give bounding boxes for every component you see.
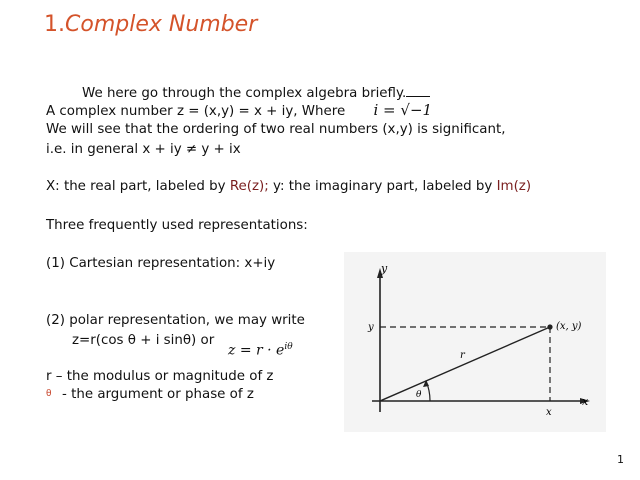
intro-line [82,84,430,101]
modulus-line: r – the modulus or magnitude of z [46,369,274,384]
theta-arc-arrow [423,380,429,387]
exp-base: z = r · e [228,342,285,359]
ordering-line: We will see that the ordering of two real numbers (x,y) is significant, [46,122,506,137]
ie-line: i.e. in general x + iy ≠ y + ix [46,142,241,157]
x-axis-label: x [582,395,589,408]
im-z-label: Im(z) [496,179,532,194]
parts-line [46,179,531,194]
y-tick-label: y [368,322,374,333]
underline-blank [406,84,430,97]
complex-plane-figure [344,252,606,432]
real-part-text: X: the real part, labeled by [46,179,230,194]
title-number: 1. [44,12,65,37]
r-vector [380,327,550,401]
definition-text: A complex number z = (x,y) = x + iy, Where [46,104,346,119]
re-z-label: Re(z); [229,179,269,194]
theta-bullet: θ [46,389,52,399]
point-label: (x, y) [556,321,582,332]
y-axis-label: y [381,262,388,275]
i-definition-math: i = √−1 [373,101,433,119]
representations-line: Three frequently used representations: [46,218,308,233]
theta-label: θ [416,390,422,400]
title-text: Complex Number [65,12,258,37]
cartesian-line: (1) Cartesian representation: x+iy [46,256,276,271]
argument-line: - the argument or phase of z [62,387,254,402]
exp-exponent: iθ [284,342,293,352]
polar-line: (2) polar representation, we may write [46,313,305,328]
page-number: 1 [617,453,624,466]
point-xy [547,324,552,329]
x-tick-label: x [546,407,552,418]
polar-formula-line: z=r(cos θ + i sinθ) or [72,333,215,348]
intro-text: We here go through the complex algebra briefly. [82,86,407,101]
exponential-form-math [228,342,293,359]
r-label: r [460,350,465,361]
complex-plane-diagram [344,252,606,432]
definition-line [46,101,432,119]
slide-title [44,12,257,37]
imag-part-text: y: the imaginary part, labeled by [268,179,497,194]
